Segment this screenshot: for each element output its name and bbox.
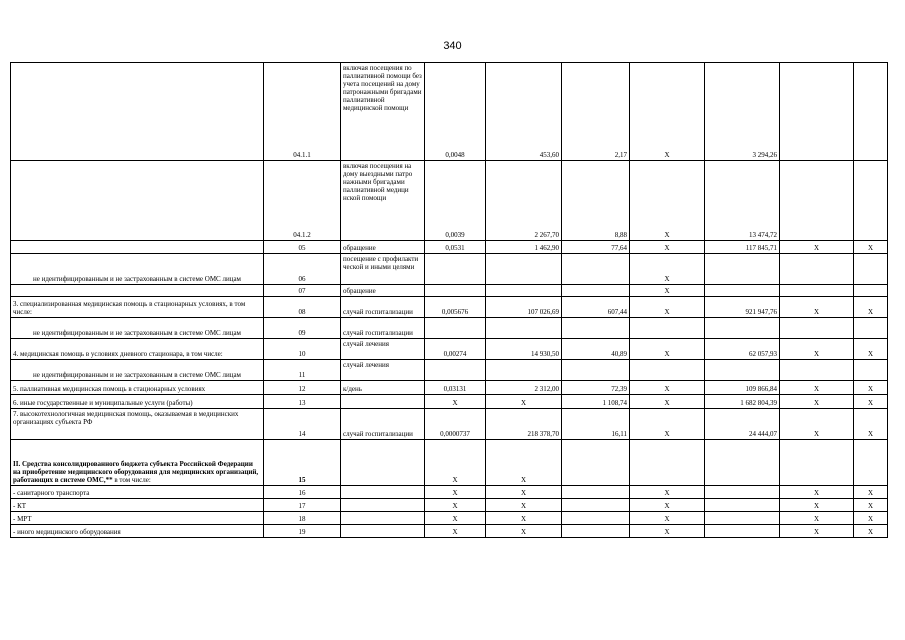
row-col6-cell: X xyxy=(630,395,705,409)
row-col9-cell xyxy=(854,63,888,161)
row-col8-cell xyxy=(780,161,854,241)
row-unit-cell: включая посещения по паллиативной помощи без учета посещений на дому патронажными бригадами паллиативной медицинской помощи xyxy=(341,63,425,161)
row-total-cell xyxy=(705,285,780,297)
row-name-cell: - МРТ xyxy=(11,512,264,525)
row-norm-cell: 0,0048 xyxy=(425,63,486,161)
table-row xyxy=(11,486,888,499)
row-col9-cell xyxy=(854,285,888,297)
row-code-cell: 15 xyxy=(264,440,341,486)
row-col8-cell: X xyxy=(780,395,854,409)
row-total-cell: 24 444,07 xyxy=(705,409,780,440)
row-name-cell xyxy=(11,63,264,161)
row-col8-cell: X xyxy=(780,297,854,318)
row-col9-cell: X xyxy=(854,395,888,409)
row-per-capita-cell xyxy=(562,512,630,525)
row-col6-cell xyxy=(630,318,705,339)
row-col8-cell xyxy=(780,360,854,381)
row-name-cell: 4. медицинская помощь в условиях дневного стационара, в том числе: xyxy=(11,339,264,360)
row-unit-cell: обращение xyxy=(341,285,425,297)
row-per-capita-cell xyxy=(562,360,630,381)
page-number: 340 xyxy=(443,40,462,52)
row-unit-cell xyxy=(341,525,425,538)
row-col8-cell: X xyxy=(780,339,854,360)
row-col8-cell xyxy=(780,318,854,339)
row-norm-cell: 0,00274 xyxy=(425,339,486,360)
row-unit-cell xyxy=(341,440,425,486)
table-row xyxy=(11,525,888,538)
row-cost-cell: X xyxy=(486,395,562,409)
row-cost-cell: X xyxy=(486,499,562,512)
row-total-cell: 62 057,93 xyxy=(705,339,780,360)
row-name-cell: 6. иные государственные и муниципальные услуги (работы) xyxy=(11,395,264,409)
row-col8-cell: X xyxy=(780,525,854,538)
row-code-cell: 10 xyxy=(264,339,341,360)
row-col9-cell: X xyxy=(854,499,888,512)
row-code-cell: 17 xyxy=(264,499,341,512)
funding-table xyxy=(10,62,888,538)
row-total-cell xyxy=(705,440,780,486)
row-name-cell: не идентифицированным и не застрахованным в системе ОМС лицам xyxy=(11,254,264,285)
row-cost-cell: 2 267,70 xyxy=(486,161,562,241)
row-cost-cell xyxy=(486,360,562,381)
row-per-capita-cell: 8,88 xyxy=(562,161,630,241)
row-col6-cell: X xyxy=(630,499,705,512)
row-unit-cell xyxy=(341,499,425,512)
row-code-cell: 14 xyxy=(264,409,341,440)
table-row xyxy=(11,285,888,297)
table-row xyxy=(11,381,888,395)
row-unit-cell: обращение xyxy=(341,241,425,254)
row-col6-cell: X xyxy=(630,512,705,525)
table-row xyxy=(11,409,888,440)
row-col8-cell: X xyxy=(780,486,854,499)
row-norm-cell: X xyxy=(425,499,486,512)
row-col6-cell: X xyxy=(630,381,705,395)
row-col6-cell xyxy=(630,360,705,381)
row-unit-cell: включая посещения на дому выездными патро нажными бригадами паллиативной медици нской помощи xyxy=(341,161,425,241)
table-row xyxy=(11,63,888,161)
row-code-cell: 04.1.1 xyxy=(264,63,341,161)
row-code-cell: 11 xyxy=(264,360,341,381)
row-col8-cell xyxy=(780,285,854,297)
row-name-cell: не идентифицированным и не застрахованным в системе ОМС лицам xyxy=(11,318,264,339)
row-total-cell: 921 947,76 xyxy=(705,297,780,318)
row-col8-cell xyxy=(780,254,854,285)
row-norm-cell xyxy=(425,285,486,297)
row-total-cell xyxy=(705,254,780,285)
row-name-cell: - КТ xyxy=(11,499,264,512)
row-total-cell xyxy=(705,512,780,525)
row-cost-cell: X xyxy=(486,440,562,486)
row-code-cell: 06 xyxy=(264,254,341,285)
row-code-cell: 13 xyxy=(264,395,341,409)
row-unit-cell xyxy=(341,512,425,525)
row-col6-cell: X xyxy=(630,285,705,297)
row-col9-cell xyxy=(854,318,888,339)
row-cost-cell: 453,60 xyxy=(486,63,562,161)
row-total-cell: 109 866,84 xyxy=(705,381,780,395)
row-unit-cell xyxy=(341,395,425,409)
row-cost-cell: 107 026,69 xyxy=(486,297,562,318)
row-name-cell xyxy=(11,161,264,241)
row-name-cell: 5. паллиативная медицинская помощь в стационарных условиях xyxy=(11,381,264,395)
row-total-cell xyxy=(705,525,780,538)
row-cost-cell: 1 462,90 xyxy=(486,241,562,254)
row-per-capita-cell xyxy=(562,285,630,297)
row-col6-cell: X xyxy=(630,409,705,440)
row-unit-cell: случай госпитализации xyxy=(341,318,425,339)
row-per-capita-cell xyxy=(562,486,630,499)
row-unit-cell xyxy=(341,486,425,499)
row-total-cell xyxy=(705,360,780,381)
row-per-capita-cell xyxy=(562,499,630,512)
row-norm-cell: 0,0000737 xyxy=(425,409,486,440)
row-code-cell: 05 xyxy=(264,241,341,254)
row-total-cell xyxy=(705,318,780,339)
row-total-cell: 3 294,26 xyxy=(705,63,780,161)
row-name-cell: не идентифицированным и не застрахованным в системе ОМС лицам xyxy=(11,360,264,381)
row-per-capita-cell: 77,64 xyxy=(562,241,630,254)
row-total-cell xyxy=(705,486,780,499)
row-code-cell: 07 xyxy=(264,285,341,297)
section-ii-name-cell xyxy=(11,440,264,486)
row-cost-cell: X xyxy=(486,486,562,499)
row-name-cell: - санитарного транспорта xyxy=(11,486,264,499)
row-col9-cell xyxy=(854,360,888,381)
row-col8-cell: X xyxy=(780,499,854,512)
row-name-cell xyxy=(11,241,264,254)
row-col9-cell: X xyxy=(854,409,888,440)
row-cost-cell: X xyxy=(486,525,562,538)
table-row xyxy=(11,360,888,381)
row-col6-cell: X xyxy=(630,486,705,499)
table-row xyxy=(11,161,888,241)
row-col6-cell xyxy=(630,440,705,486)
row-col6-cell: X xyxy=(630,339,705,360)
row-norm-cell: X xyxy=(425,440,486,486)
row-cost-cell: 218 378,70 xyxy=(486,409,562,440)
row-norm-cell: X xyxy=(425,486,486,499)
row-col6-cell: X xyxy=(630,63,705,161)
row-per-capita-cell xyxy=(562,440,630,486)
row-per-capita-cell: 1 108,74 xyxy=(562,395,630,409)
row-unit-cell: случай госпитализации xyxy=(341,297,425,318)
row-per-capita-cell: 16,11 xyxy=(562,409,630,440)
table-row xyxy=(11,254,888,285)
table-row xyxy=(11,395,888,409)
row-cost-cell xyxy=(486,285,562,297)
row-col8-cell xyxy=(780,440,854,486)
table-row xyxy=(11,499,888,512)
row-col6-cell: X xyxy=(630,161,705,241)
row-per-capita-cell xyxy=(562,525,630,538)
row-col8-cell: X xyxy=(780,241,854,254)
row-norm-cell xyxy=(425,318,486,339)
row-per-capita-cell: 40,89 xyxy=(562,339,630,360)
row-col9-cell: X xyxy=(854,381,888,395)
row-norm-cell: 0,0531 xyxy=(425,241,486,254)
row-col9-cell xyxy=(854,440,888,486)
row-name-cell: 7. высокотехнологичная медицинская помощь, оказываемая в медицинских организациях субъекта РФ xyxy=(11,409,264,440)
row-code-cell: 18 xyxy=(264,512,341,525)
row-col8-cell: X xyxy=(780,512,854,525)
row-code-cell: 12 xyxy=(264,381,341,395)
row-col9-cell: X xyxy=(854,297,888,318)
row-norm-cell: X xyxy=(425,512,486,525)
row-col9-cell: X xyxy=(854,339,888,360)
row-cost-cell: X xyxy=(486,512,562,525)
row-per-capita-cell: 72,39 xyxy=(562,381,630,395)
row-norm-cell: 0,005676 xyxy=(425,297,486,318)
row-name-cell: 3. специализированная медицинская помощь в стационарных условиях, в том числе: xyxy=(11,297,264,318)
row-cost-cell: 2 312,00 xyxy=(486,381,562,395)
row-code-cell: 09 xyxy=(264,318,341,339)
row-total-cell: 117 845,71 xyxy=(705,241,780,254)
table-row xyxy=(11,512,888,525)
row-cost-cell: 14 930,50 xyxy=(486,339,562,360)
row-norm-cell: X xyxy=(425,395,486,409)
row-col9-cell xyxy=(854,161,888,241)
row-col9-cell: X xyxy=(854,525,888,538)
row-code-cell: 19 xyxy=(264,525,341,538)
table-row xyxy=(11,318,888,339)
row-unit-cell: случай госпитализации xyxy=(341,409,425,440)
section-ii-heading-tail: в том числе: xyxy=(112,475,151,484)
table-row xyxy=(11,297,888,318)
row-col9-cell: X xyxy=(854,241,888,254)
row-name-cell: - иного медицинского оборудования xyxy=(11,525,264,538)
row-col9-cell xyxy=(854,254,888,285)
row-name-cell xyxy=(11,285,264,297)
row-total-cell: 1 682 804,39 xyxy=(705,395,780,409)
row-norm-cell: 0,0039 xyxy=(425,161,486,241)
row-unit-cell: посещение с профилакти ческой и иными целями xyxy=(341,254,425,285)
row-unit-cell: случай лечения xyxy=(341,360,425,381)
row-norm-cell xyxy=(425,254,486,285)
table-row xyxy=(11,440,888,486)
row-total-cell: 13 474,72 xyxy=(705,161,780,241)
row-col8-cell: X xyxy=(780,381,854,395)
row-per-capita-cell xyxy=(562,254,630,285)
row-col8-cell xyxy=(780,63,854,161)
row-per-capita-cell: 607,44 xyxy=(562,297,630,318)
row-col6-cell: X xyxy=(630,254,705,285)
row-per-capita-cell: 2,17 xyxy=(562,63,630,161)
row-cost-cell xyxy=(486,318,562,339)
section-ii-heading: II. Средства консолидированного бюджета субъекта Российской Федерации на приобретение медицинского оборудования для медицинских организаций, работающих в системе ОМС,** xyxy=(13,459,259,484)
row-norm-cell: 0,03131 xyxy=(425,381,486,395)
row-col6-cell: X xyxy=(630,297,705,318)
row-code-cell: 16 xyxy=(264,486,341,499)
row-col6-cell: X xyxy=(630,241,705,254)
row-per-capita-cell xyxy=(562,318,630,339)
row-cost-cell xyxy=(486,254,562,285)
row-total-cell xyxy=(705,499,780,512)
table-row xyxy=(11,339,888,360)
row-col9-cell: X xyxy=(854,486,888,499)
row-unit-cell: случай лечения xyxy=(341,339,425,360)
row-col8-cell: X xyxy=(780,409,854,440)
table-row xyxy=(11,241,888,254)
row-col6-cell: X xyxy=(630,525,705,538)
row-norm-cell xyxy=(425,360,486,381)
row-norm-cell: X xyxy=(425,525,486,538)
row-code-cell: 04.1.2 xyxy=(264,161,341,241)
row-col9-cell: X xyxy=(854,512,888,525)
row-unit-cell: к/день xyxy=(341,381,425,395)
row-code-cell: 08 xyxy=(264,297,341,318)
